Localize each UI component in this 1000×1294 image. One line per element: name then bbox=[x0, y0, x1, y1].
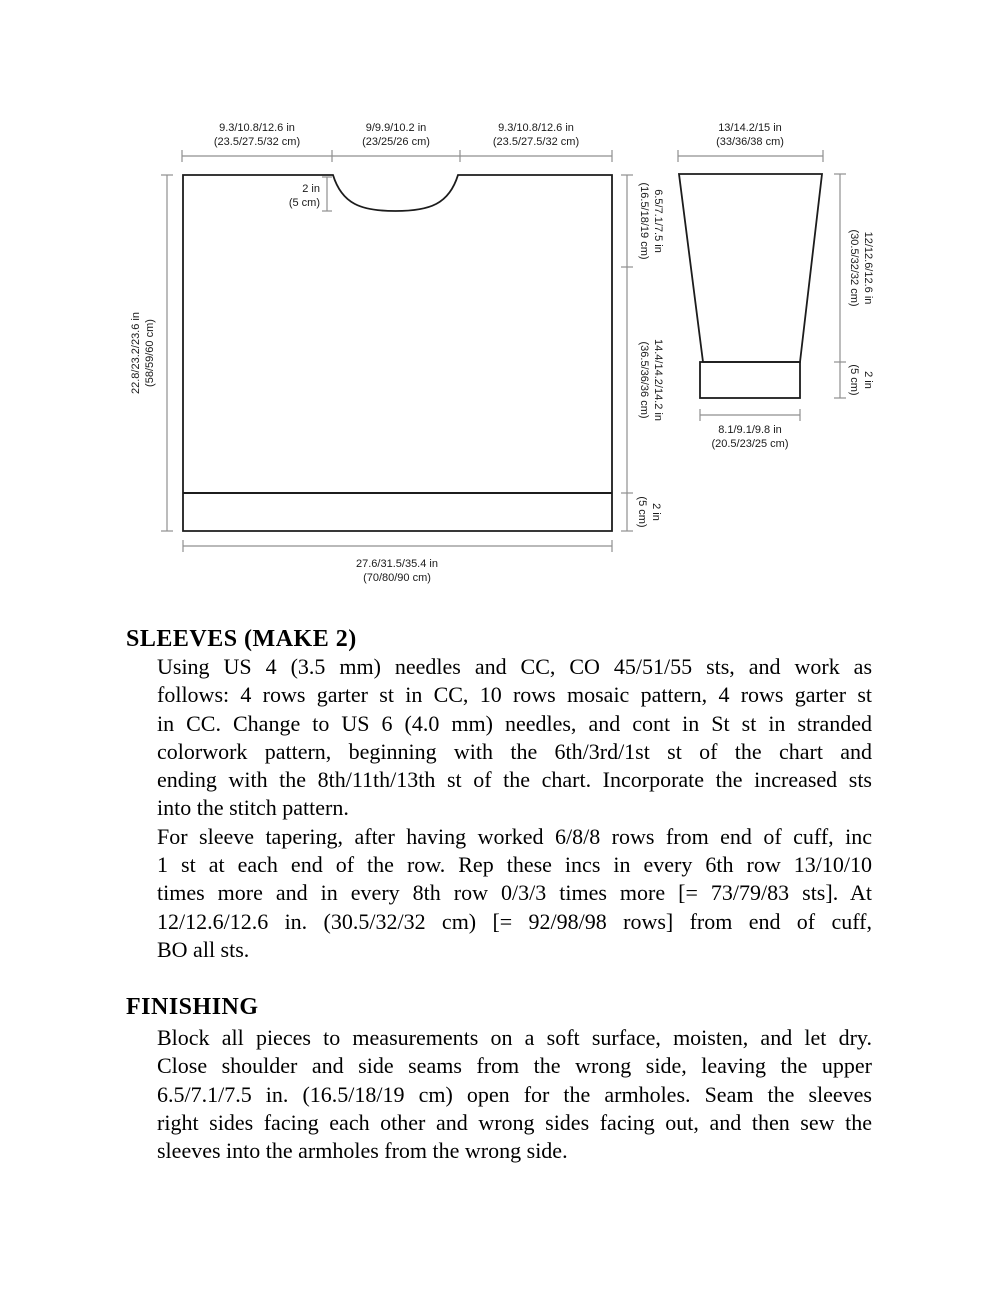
body-piece-outline bbox=[183, 175, 612, 531]
sleeve-cuff-width-label bbox=[711, 424, 788, 450]
sleeve-piece bbox=[679, 174, 822, 398]
sleeves-paragraph-1 bbox=[157, 653, 872, 823]
text-line: BO all sts. bbox=[157, 936, 250, 962]
svg-text:(70/80/90 cm): (70/80/90 cm) bbox=[363, 572, 431, 584]
text-line: 1 st at each end of the row. Rep these incs in every 6th row 13/10/10 bbox=[157, 852, 872, 878]
svg-text:6.5/7.1/7.5 in: 6.5/7.1/7.5 in bbox=[652, 189, 664, 253]
text-line: into the stitch pattern. bbox=[157, 795, 349, 821]
body-hem-height-label bbox=[636, 496, 662, 527]
text-line: times more and in every 8th row 0/3/3 times more [= 73/79/83 sts]. At bbox=[157, 880, 872, 906]
sleeve-right-dimension-line bbox=[834, 174, 846, 398]
body-neck-width-label bbox=[362, 122, 430, 148]
svg-text:(58/59/60 cm): (58/59/60 cm) bbox=[144, 319, 156, 387]
body-shoulder-left-width-label bbox=[214, 122, 300, 148]
svg-text:(5 cm): (5 cm) bbox=[848, 364, 860, 396]
svg-text:(33/36/38 cm): (33/36/38 cm) bbox=[716, 136, 784, 148]
svg-text:2 in: 2 in bbox=[650, 503, 662, 521]
svg-text:13/14.2/15 in: 13/14.2/15 in bbox=[718, 122, 782, 134]
sleeves-section-heading: SLEEVES (MAKE 2) bbox=[126, 626, 357, 652]
sleeves-paragraph-2 bbox=[157, 823, 872, 964]
text-line: follows: 4 rows garter st in CC, 10 rows mosaic pattern, 4 rows garter st bbox=[157, 682, 872, 708]
svg-text:(5 cm): (5 cm) bbox=[636, 496, 648, 528]
svg-text:9.3/10.8/12.6 in: 9.3/10.8/12.6 in bbox=[219, 122, 295, 134]
text-line: For sleeve tapering, after having worked 6/8/8 rows from end of cuff, inc bbox=[157, 823, 872, 849]
body-bottom-dimension-line bbox=[183, 540, 612, 552]
svg-text:9.3/10.8/12.6 in: 9.3/10.8/12.6 in bbox=[498, 122, 574, 134]
svg-text:(5 cm): (5 cm) bbox=[288, 197, 320, 209]
svg-text:(16.5/18/19 cm): (16.5/18/19 cm) bbox=[638, 182, 650, 260]
body-armhole-depth-label bbox=[638, 182, 664, 259]
schematic-diagram bbox=[0, 0, 1000, 600]
svg-text:8.1/9.1/9.8 in: 8.1/9.1/9.8 in bbox=[718, 424, 782, 436]
svg-text:2 in: 2 in bbox=[302, 183, 320, 195]
svg-text:2 in: 2 in bbox=[862, 371, 874, 389]
sleeve-top-dimension-line bbox=[678, 150, 823, 162]
svg-text:(30.5/32/32 cm): (30.5/32/32 cm) bbox=[848, 229, 860, 307]
finishing-section-heading: FINISHING bbox=[126, 994, 259, 1020]
svg-text:(23/25/26 cm): (23/25/26 cm) bbox=[362, 136, 430, 148]
text-line: right sides facing each other and wrong sides facing out, and then sew the bbox=[157, 1109, 872, 1135]
body-left-dimension-line bbox=[161, 175, 173, 531]
text-line: Block all pieces to measurements on a soft surface, moisten, and let dry. bbox=[157, 1025, 872, 1050]
body-piece bbox=[183, 175, 612, 531]
sleeve-cuff-height-label bbox=[848, 364, 874, 395]
text-line: 12/12.6/12.6 in. (30.5/32/32 cm) [= 92/98/98 rows] from end of cuff, bbox=[157, 908, 872, 934]
text-line: ending with the 8th/11th/13th st of the chart. Incorporate the increased sts bbox=[157, 767, 872, 793]
svg-text:12/12.6/12.6 in: 12/12.6/12.6 in bbox=[862, 231, 874, 305]
sleeve-length-label bbox=[848, 229, 874, 306]
text-line: colorwork pattern, beginning with the 6th/3rd/1st st of the chart and bbox=[157, 738, 872, 764]
neck-depth-dimension-line bbox=[322, 177, 332, 211]
sleeve-cuff-dimension-line bbox=[700, 409, 800, 421]
finishing-paragraph-1 bbox=[157, 1024, 872, 1165]
body-bottom-width-label bbox=[356, 558, 438, 584]
svg-text:14.4/14.2/14.2 in: 14.4/14.2/14.2 in bbox=[652, 339, 664, 421]
svg-text:9/9.9/10.2 in: 9/9.9/10.2 in bbox=[365, 122, 427, 134]
svg-text:22.8/23.2/23.6 in: 22.8/23.2/23.6 in bbox=[130, 312, 142, 394]
text-line: sleeves into the armholes from the wrong side. bbox=[157, 1138, 568, 1164]
body-total-length-label bbox=[130, 312, 156, 394]
body-right-dimension-line bbox=[621, 175, 633, 531]
text-line: 6.5/7.1/7.5 in. (16.5/18/19 cm) open for the armholes. Seam the sleeves bbox=[157, 1081, 872, 1107]
svg-text:(23.5/27.5/32 cm): (23.5/27.5/32 cm) bbox=[492, 136, 580, 148]
svg-text:(36.5/36/36 cm): (36.5/36/36 cm) bbox=[638, 341, 650, 419]
body-side-length-label bbox=[638, 339, 664, 421]
body-top-dimension-line bbox=[182, 150, 612, 162]
body-neck-depth-label bbox=[289, 183, 320, 209]
sleeve-top-width-label bbox=[716, 122, 784, 148]
svg-text:27.6/31.5/35.4 in: 27.6/31.5/35.4 in bbox=[356, 558, 438, 570]
body-shoulder-right-width-label bbox=[493, 122, 579, 148]
text-line: Using US 4 (3.5 mm) needles and CC, CO 45/51/55 sts, and work as bbox=[157, 654, 872, 679]
sleeve-piece-outline bbox=[679, 174, 822, 362]
sleeve-cuff bbox=[700, 362, 800, 398]
svg-text:(23.5/27.5/32 cm): (23.5/27.5/32 cm) bbox=[213, 136, 301, 148]
svg-text:(20.5/23/25 cm): (20.5/23/25 cm) bbox=[711, 438, 789, 450]
text-line: Close shoulder and side seams from the wrong side, leaving the upper bbox=[157, 1053, 872, 1079]
text-line: in CC. Change to US 6 (4.0 mm) needles, and cont in St st in stranded bbox=[157, 710, 872, 736]
